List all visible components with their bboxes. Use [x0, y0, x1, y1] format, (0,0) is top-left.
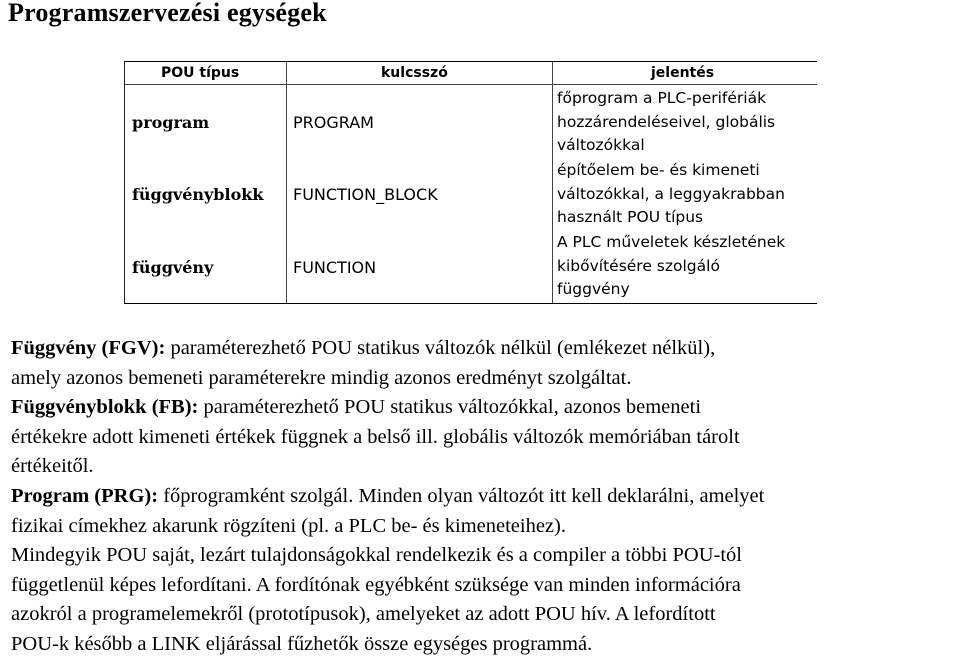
paragraph-prg-line — [11, 482, 957, 512]
page-title: Programszervezési egységek — [8, 0, 327, 27]
row-program-keyword: PROGRAM — [293, 113, 374, 132]
meaning-line: függvény — [557, 280, 630, 298]
row-function-type: függvény — [132, 258, 214, 277]
meaning-line: változókkal — [557, 136, 645, 154]
term-fgv: Függvény (FGV): — [11, 337, 166, 359]
row-program-meaning — [557, 87, 815, 158]
row-function-meaning — [557, 231, 815, 302]
paragraph-summary-line: Mindegyik POU saját, lezárt tulajdonságokkal rendelkezik és a compiler a többi POU-tól — [11, 544, 742, 567]
meaning-line: kibővítésére szolgáló — [557, 256, 720, 275]
meaning-line: főprogram a PLC-perifériák — [557, 89, 767, 107]
term-fb: Függvényblokk (FB): — [11, 396, 199, 419]
paragraph-fb-line: értékeitől. — [11, 455, 94, 478]
meaning-line: A PLC műveletek készletének — [557, 233, 786, 251]
header-meaning: jelentés — [651, 65, 715, 81]
row-function-block-keyword: FUNCTION_BLOCK — [293, 185, 438, 204]
paragraph-summary-line: azokról a programelemekről (prototípusok), amelyeket az adott POU hív. A lefordított — [11, 603, 716, 626]
row-function-block-meaning — [557, 159, 815, 230]
paragraph-fgv-line — [11, 334, 957, 364]
paragraph-summary-line: függetlenül képes lefordítani. A fordítónak egyébként szüksége van minden információra — [11, 573, 741, 596]
meaning-line: hozzárendeléseivel, globális — [557, 112, 776, 131]
text-prg: főprogramként szolgál. Minden olyan változót itt kell deklarálni, amelyet — [158, 484, 765, 507]
column-divider — [552, 62, 553, 303]
header-divider — [125, 84, 817, 85]
paragraph-fgv-line: amely azonos bemeneti paraméterekre mindig azonos eredményt szolgáltat. — [11, 366, 632, 389]
paragraph-fb-line: értékekre adott kimeneti értékek függnek a belső ill. globális változók memóriában tárolt — [11, 425, 740, 448]
paragraph-prg-line: fizikai címekhez akarunk rögzíteni (pl. a PLC be- és kimeneteihez). — [11, 514, 566, 537]
term-prg: Program (PRG): — [11, 484, 159, 507]
meaning-line: építőelem be- és kimeneti — [557, 161, 760, 179]
body-text — [11, 334, 957, 660]
meaning-line: változókkal, a leggyakrabban — [557, 184, 785, 203]
row-program-type: program — [132, 113, 210, 132]
pou-table — [124, 61, 817, 304]
column-divider — [286, 62, 287, 303]
meaning-line: használt POU típus — [557, 208, 704, 226]
paragraph-summary-line: POU-k később a LINK eljárással fűzhetők össze egységes programmá. — [11, 632, 593, 655]
text-fb: paraméterezhető POU statikus változókkal, azonos bemeneti — [198, 396, 702, 419]
row-function-keyword: FUNCTION — [293, 258, 377, 277]
row-function-block-type: függvényblokk — [132, 185, 264, 204]
text-fgv: paraméterezhető POU statikus változók nélkül (emlékezet nélkül), — [165, 337, 716, 359]
header-keyword: kulcsszó — [381, 65, 448, 81]
paragraph-fb-line — [11, 393, 957, 423]
header-pou-type: POU típus — [161, 65, 240, 81]
